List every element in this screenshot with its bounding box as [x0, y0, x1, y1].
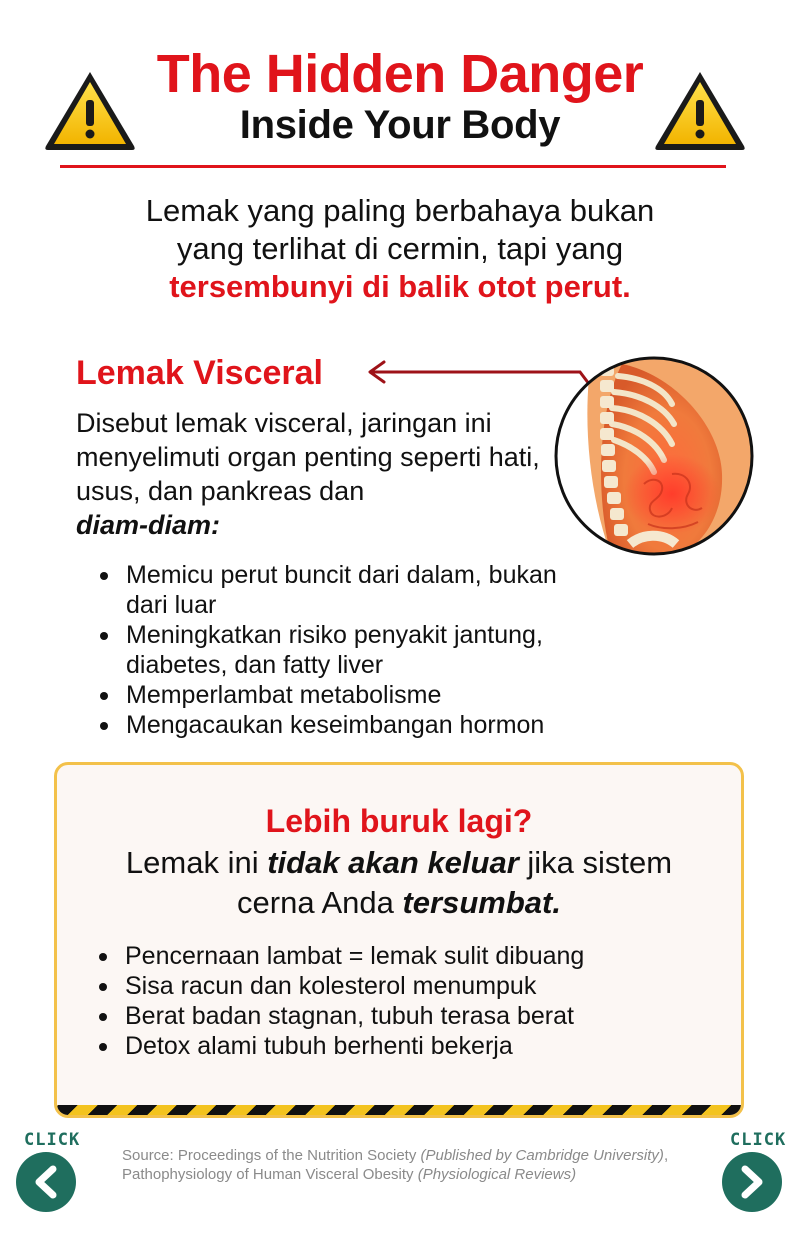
list-item: Mengacaukan keseimbangan hormon [96, 710, 596, 740]
source-text: , Pathophysiology of Human Visceral Obesity [122, 1147, 669, 1183]
intro-line-1: Lemak yang paling berbahaya bukan [145, 193, 655, 228]
chevron-right-icon [737, 1165, 767, 1199]
card-heading: Lebih buruk lagi? [265, 803, 533, 839]
card-text-part: Lemak ini [125, 845, 268, 880]
card-text-emph: tidak akan keluar [267, 845, 519, 880]
card-text-emph: tersumbat. [402, 885, 561, 920]
card-text-part: jika sistem [518, 845, 673, 880]
list-item: Memperlambat metabolisme [96, 680, 596, 710]
anatomy-illustration [552, 354, 756, 558]
card-text-part: cerna Anda [237, 885, 403, 920]
visceral-description [76, 406, 546, 542]
section-title-visceral: Lemak Visceral [76, 354, 323, 392]
source-text: Source: Proceedings of the Nutrition Society [122, 1147, 421, 1164]
list-item: Berat badan stagnan, tubuh terasa berat [95, 1001, 695, 1031]
click-label-right: CLICK [730, 1130, 787, 1150]
next-button[interactable] [722, 1152, 782, 1212]
intro-line-2: yang terlihat di cermin, tapi yang [176, 231, 624, 266]
source-text: (Published by Cambridge University) [420, 1147, 664, 1164]
click-label-left: CLICK [24, 1130, 81, 1150]
page-title: The Hidden Danger [156, 44, 644, 104]
list-item: Memicu perut buncit dari dalam, bukan dari luar [96, 560, 596, 620]
prev-button[interactable] [16, 1152, 76, 1212]
list-item: Meningkatkan risiko penyakit jantung, diabetes, dan fatty liver [96, 620, 596, 680]
card-bullet-list [95, 941, 695, 1061]
list-item: Sisa racun dan kolesterol menumpuk [95, 971, 695, 1001]
chevron-left-icon [31, 1165, 61, 1199]
intro-text [60, 192, 740, 306]
hazard-stripe [57, 1105, 741, 1115]
list-item: Detox alami tubuh berhenti bekerja [95, 1031, 695, 1061]
title-divider [60, 165, 726, 168]
warning-card [54, 762, 744, 1118]
intro-highlight: tersembunyi di balik otot perut. [169, 269, 631, 304]
source-text: (Physiological Reviews) [417, 1166, 577, 1183]
list-item: Pencernaan lambat = lemak sulit dibuang [95, 941, 695, 971]
visceral-bullet-list [96, 560, 596, 740]
page-subtitle: Inside Your Body [239, 103, 561, 147]
source-citation [122, 1146, 682, 1184]
visceral-description-text: Disebut lemak visceral, jaringan ini menyelimuti organ penting seperti hati, usus, dan pankreas dan [76, 408, 540, 506]
visceral-description-emph: diam-diam: [76, 510, 221, 540]
card-text [57, 843, 741, 923]
